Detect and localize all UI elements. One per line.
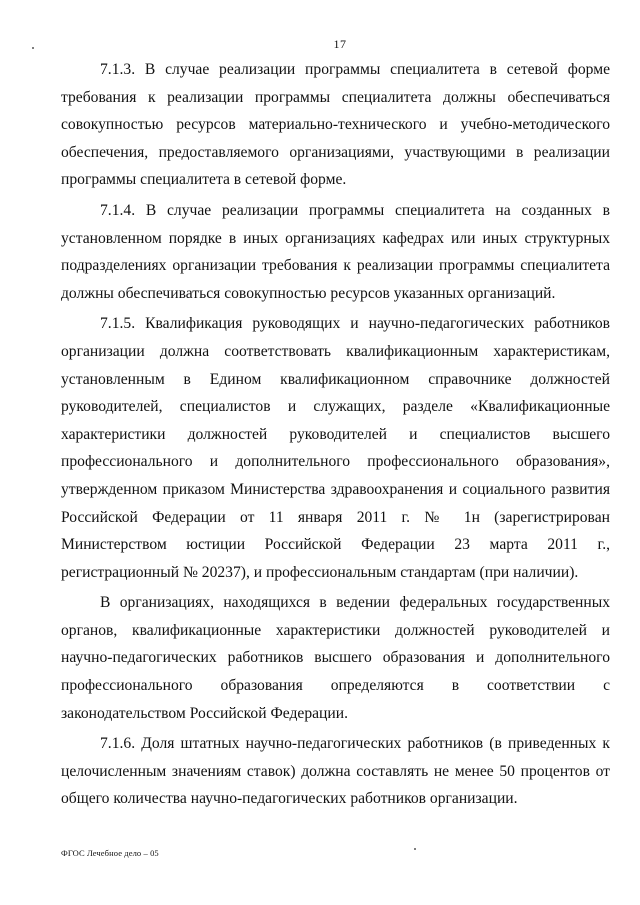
footer-document-code: ФГОС Лечебное дело – 05 xyxy=(61,848,159,858)
document-body xyxy=(61,56,610,813)
scan-speck xyxy=(414,848,416,850)
page-number: 17 xyxy=(333,37,347,51)
paragraph-7-1-5: 7.1.5. Квалификация руководящих и научно-педагогических работников организации должна соответствовать квалификационным характеристикам, установленным в Едином квалификационном справочнике должностей руководителей, специалистов и служащих, разделе «Квалификационные характеристики должностей руководителей и специалистов высшего профессионального и дополнительного профессионального образования», утвержденном приказом Министерства здравоохранения и социального развития Российской Федерации от 11 января 2011 г. № 1н (зарегистрирован Министерством юстиции Российской Федерации 23 марта 2011 г., регистрационный № 20237), и профессиональным стандартам (при наличии). xyxy=(61,315,610,581)
paragraph-federal-organizations: В организациях, находящихся в ведении федеральных государственных органов, квалификационные характеристики должностей руководителей и научно-педагогических работников высшего образования и дополнительного профессионального образования определяются в соответствии с законодательством Российской Федерации. xyxy=(61,594,610,722)
paragraph-7-1-4: 7.1.4. В случае реализации программы специалитета на созданных в установленном порядке в иных организациях кафедрах или иных структурных подразделениях организации требования к реализации программы специалитета должны обеспечиваться совокупностью ресурсов указанных организаций. xyxy=(61,201,610,302)
paragraph-7-1-3: 7.1.3. В случае реализации программы специалитета в сетевой форме требования к реализации программы специалитета должны обеспечиваться совокупностью ресурсов материально-технического и учебно-методического обеспечения, предоставляемого организациями, участвующими в реализации программы специалитета в сетевой форме. xyxy=(61,61,610,189)
paragraph-7-1-6: 7.1.6. Доля штатных научно-педагогических работников (в приведенных к целочисленным значениям ставок) должна составлять не менее 50 процентов от общего количества научно-педагогических работников организации. xyxy=(61,735,610,808)
scan-speck xyxy=(32,47,34,49)
